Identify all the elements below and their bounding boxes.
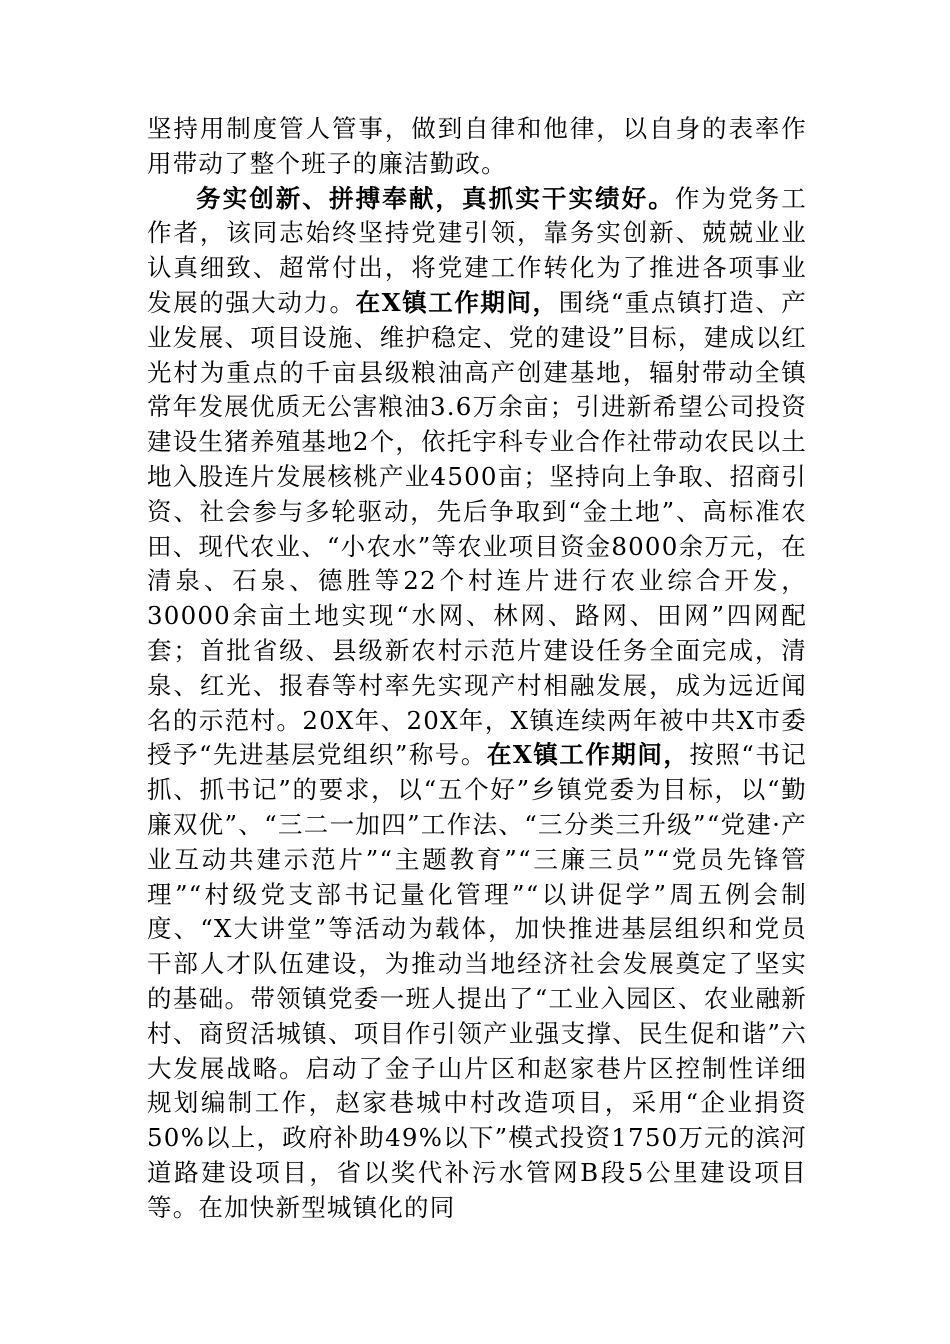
document-body [147, 112, 807, 1226]
paragraph-1: 坚持用制度管人管事，做到自律和他律，以自身的表率作用带动了整个班子的廉洁勤政。 [147, 114, 807, 178]
paragraph-2-sentence-1: 作为党务工作者，该同志始终坚持党建引领，靠务实创新、兢兢业业认真细致、超常付出，将党建工作转化为了推进各项事业发展的强大动力。 [147, 183, 807, 317]
paragraph-2-highlight-2: 在X镇工作期间， [486, 740, 690, 770]
paragraph-2 [147, 182, 807, 1226]
paragraph-2-sentence-3: 按照“书记抓、抓书记”的要求，以“五个好”乡镇党委为目标，以“勤廉双优”、“三二一加四”工作法、“三分类三升级”“党建·产业互动共建示范片”“主题教育”“三廉三员”“党员先锋管理”“村级党支部书记量化管理”“以讲促学”周五例会制度、“X大讲堂”等活动为载体，加快推进基层组织和党员干部人才队伍建设，为推动当地经济社会发展奠定了坚实的基础。带领镇党委一班人提出了“工业入园区、农业融新村、商贸活城镇、项目作引领产业强支撑、民生促和谐”六大发展战略。启动了金子山片区和赵家巷片区控制性详细规划编制工作，赵家巷城中村改造项目，采用“企业捐资50%以上，政府补助49%以下”模式投资1750万元的滨河道路建设项目，省以奖代补污水管网B段5公里建设项目等。在加快新型城镇化的同 [147, 740, 807, 1222]
paragraph-2-heading: 务实创新、拼搏奉献，真抓实干实绩好。 [196, 183, 675, 213]
paragraph-2-highlight-1: 在X镇工作期间， [355, 287, 559, 317]
paragraph-2-sentence-2: 围绕“重点镇打造、产业发展、项目设施、维护稳定、党的建设”目标，建成以红光村为重点的千亩县级粮油高产创建基地，辐射带动全镇常年发展优质无公害粮油3.6万余亩；引进新希望公司投资建设生猪养殖基地2个，依托宇科专业合作社带动农民以土地入股连片发展核桃产业4500亩；坚持向上争取、招商引资、社会参与多轮驱动，先后争取到“金土地”、高标准农田、现代农业、“小农水”等农业项目资金8000余万元，在清泉、石泉、德胜等22个村连片进行农业综合开发，30000余亩土地实现“水网、林网、路网、田网”四网配套；首批省级、县级新农村示范片建设任务全面完成，清泉、红光、报春等村率先实现产村相融发展，成为远近闻名的示范村。20X年、20X年，X镇连续两年被中共X市委授予“先进基层党组织”称号。 [147, 287, 807, 770]
